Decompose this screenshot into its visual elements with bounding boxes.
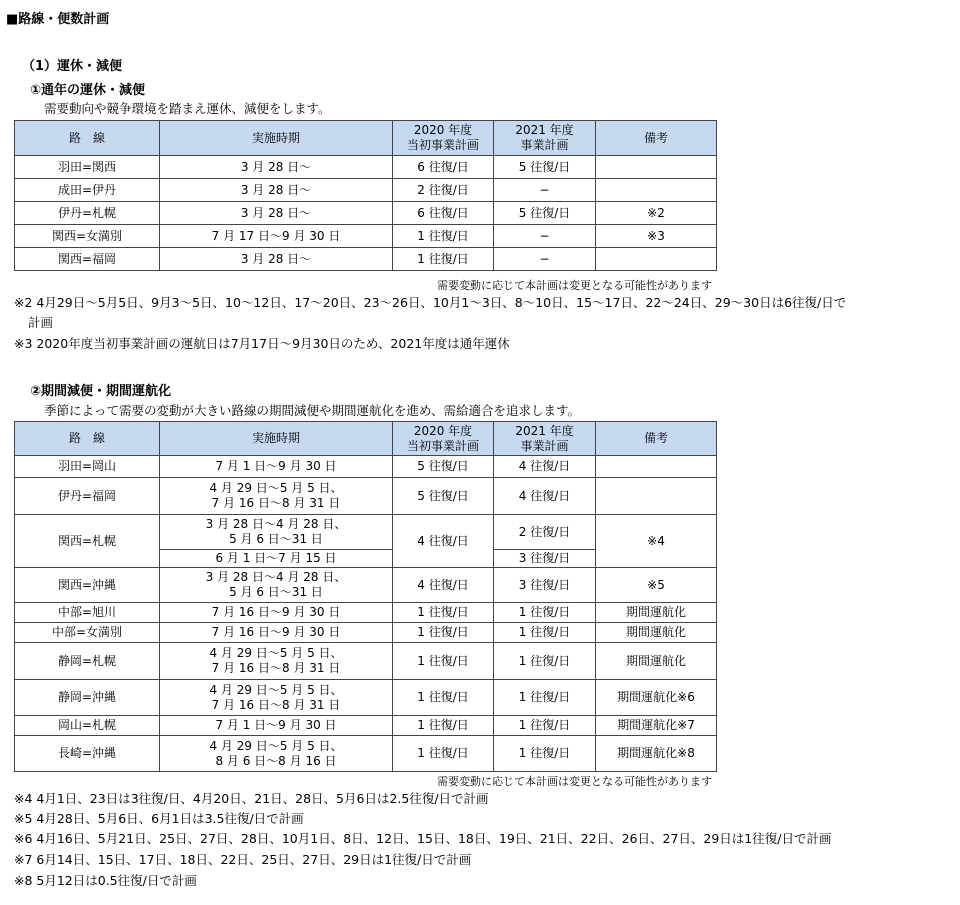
table-cell: 1 往復/日 (494, 716, 596, 736)
table-row (15, 179, 717, 202)
table-cell: 3 往復/日 (494, 550, 596, 568)
table-row (15, 643, 717, 680)
table-cell: 中部=旭川 (15, 603, 160, 623)
header-remarks: 備考 (596, 422, 717, 456)
table-row (15, 623, 717, 643)
table-cell: 関西=女満別 (15, 225, 160, 248)
table-cell (596, 478, 717, 515)
table-cell: 1 往復/日 (393, 248, 494, 271)
table-cell: 期間運航化 (596, 623, 717, 643)
table-cell: 4 月 29 日〜5 月 5 日、 7 月 16 日〜8 月 31 日 (160, 680, 393, 716)
table-cell: ※3 (596, 225, 717, 248)
table-cell: 成田=伊丹 (15, 179, 160, 202)
table-cell: 伊丹=福岡 (15, 478, 160, 515)
table-cell: 3 月 28 日〜4 月 28 日、 5 月 6 日〜31 日 (160, 568, 393, 603)
header-route: 路 線 (15, 422, 160, 456)
table-row (15, 248, 717, 271)
table-row (15, 456, 717, 478)
table-cell (596, 456, 717, 478)
table-cell: 期間運航化 (596, 643, 717, 680)
table-cell: 3 往復/日 (494, 568, 596, 603)
table-cell: 2 往復/日 (393, 179, 494, 202)
table-cell (596, 179, 717, 202)
table-cell: ※2 (596, 202, 717, 225)
table-cell: 4 往復/日 (393, 515, 494, 568)
table-cell (596, 156, 717, 179)
subsection-heading-seasonal: ②期間減便・期間運航化 (30, 384, 172, 399)
section-heading-suspension: （1）運休・減便 (22, 59, 123, 74)
table-cell: 6 往復/日 (393, 202, 494, 225)
table-cell: 1 往復/日 (393, 623, 494, 643)
table-cell: 7 月 1 日〜9 月 30 日 (160, 456, 393, 478)
note-7: ※7 6月14日、15日、17日、18日、22日、25日、27日、29日は1往復/日で計画 (14, 852, 472, 867)
table-cell: 4 往復/日 (494, 456, 596, 478)
header-remarks: 備考 (596, 121, 717, 156)
table-cell: 2 往復/日 (494, 515, 596, 550)
note-8: ※8 5月12日は0.5往復/日で計画 (14, 873, 197, 888)
subsection-intro-seasonal: 季節によって需要の変動が大きい路線の期間減便や期間運航化を進め、需給適合を追求します。 (44, 403, 581, 418)
table-cell: 5 往復/日 (393, 456, 494, 478)
table-cell: 1 往復/日 (393, 736, 494, 772)
table-cell: 1 往復/日 (393, 603, 494, 623)
table-row (15, 202, 717, 225)
note-4: ※4 4月1日、23日は3往復/日、4月20日、21日、28日、5月6日は2.5往復/日で計画 (14, 791, 489, 806)
table-cell: 3 月 28 日〜 (160, 179, 393, 202)
header-plan2020: 2020 年度 当初事業計画 (393, 422, 494, 456)
table-cell: 5 往復/日 (494, 156, 596, 179)
table-cell: 1 往復/日 (494, 643, 596, 680)
table-cell: 5 往復/日 (393, 478, 494, 515)
table-cell: 6 月 1 日〜7 月 15 日 (160, 550, 393, 568)
table-cell: 1 往復/日 (494, 736, 596, 772)
disclaimer-yearround: 需要変動に応じて本計画は変更となる可能性があります (437, 279, 712, 292)
table-cell: ※4 (596, 515, 717, 568)
table-cell: 期間運航化 (596, 603, 717, 623)
table-cell: 静岡=沖縄 (15, 680, 160, 716)
header-plan2021: 2021 年度 事業計画 (494, 121, 596, 156)
table-row (15, 225, 717, 248)
table-cell: 3 月 28 日〜 (160, 202, 393, 225)
table-row (15, 156, 717, 179)
table-row (15, 568, 717, 603)
table-cell: 4 往復/日 (393, 568, 494, 603)
table-cell: 4 月 29 日〜5 月 5 日、 7 月 16 日〜8 月 31 日 (160, 643, 393, 680)
table-cell: 7 月 16 日〜9 月 30 日 (160, 623, 393, 643)
table-cell: 長崎=沖縄 (15, 736, 160, 772)
table-header-row (15, 422, 717, 456)
table-cell: − (494, 248, 596, 271)
table-cell: 期間運航化※7 (596, 716, 717, 736)
table-cell: 関西=福岡 (15, 248, 160, 271)
table-seasonal (14, 421, 717, 772)
table-cell: 7 月 17 日〜9 月 30 日 (160, 225, 393, 248)
table-cell: 1 往復/日 (393, 225, 494, 248)
table-cell: 1 往復/日 (494, 603, 596, 623)
page-title: ■路線・便数計画 (6, 12, 110, 27)
table-cell: 期間運航化※6 (596, 680, 717, 716)
table-row (15, 716, 717, 736)
table-cell: 4 往復/日 (494, 478, 596, 515)
table-cell: − (494, 225, 596, 248)
table-header-row (15, 121, 717, 156)
subsection-heading-yearround: ①通年の運休・減便 (30, 83, 146, 98)
table-row (15, 478, 717, 515)
note-2: ※2 4月29日〜5月5日、9月3〜5日、10〜12日、17〜20日、23〜26日、10月1〜3日、8〜10日、15〜17日、22〜24日、29〜30日は6往復/日で (14, 295, 847, 310)
note-3: ※3 2020年度当初事業計画の運航日は7月17日〜9月30日のため、2021年度は通年運休 (14, 336, 510, 351)
table-cell: 5 往復/日 (494, 202, 596, 225)
header-period: 実施時期 (160, 121, 393, 156)
header-route: 路 線 (15, 121, 160, 156)
table-cell (596, 248, 717, 271)
table-cell: 7 月 16 日〜9 月 30 日 (160, 603, 393, 623)
table-cell: 1 往復/日 (393, 680, 494, 716)
table-row (15, 736, 717, 772)
table-cell: 羽田=関西 (15, 156, 160, 179)
table-yearround (14, 120, 717, 271)
table-cell: 関西=札幌 (15, 515, 160, 568)
table-cell: 4 月 29 日〜5 月 5 日、 8 月 6 日〜8 月 16 日 (160, 736, 393, 772)
table-cell: 羽田=岡山 (15, 456, 160, 478)
table-cell: 1 往復/日 (494, 680, 596, 716)
table-row (15, 680, 717, 716)
note-6: ※6 4月16日、5月21日、25日、27日、28日、10月1日、8日、12日、15日、18日、19日、21日、22日、26日、27日、29日は1往復/日で計画 (14, 831, 832, 846)
table-row (15, 603, 717, 623)
table-cell: 中部=女満別 (15, 623, 160, 643)
table-cell: 6 往復/日 (393, 156, 494, 179)
table-cell: − (494, 179, 596, 202)
header-plan2020: 2020 年度 当初事業計画 (393, 121, 494, 156)
table-cell: 3 月 28 日〜4 月 28 日、 5 月 6 日〜31 日 (160, 515, 393, 550)
table-cell: ※5 (596, 568, 717, 603)
disclaimer-seasonal: 需要変動に応じて本計画は変更となる可能性があります (437, 775, 712, 788)
table-cell: 4 月 29 日〜5 月 5 日、 7 月 16 日〜8 月 31 日 (160, 478, 393, 515)
header-period: 実施時期 (160, 422, 393, 456)
table-cell: 静岡=札幌 (15, 643, 160, 680)
note-5: ※5 4月28日、5月6日、6月1日は3.5往復/日で計画 (14, 811, 304, 826)
note-2-cont: 計画 (28, 315, 54, 330)
table-row (15, 515, 717, 550)
table-cell: 3 月 28 日〜 (160, 248, 393, 271)
table-cell: 岡山=札幌 (15, 716, 160, 736)
table-cell: 1 往復/日 (393, 643, 494, 680)
table-cell: 3 月 28 日〜 (160, 156, 393, 179)
table-cell: 1 往復/日 (494, 623, 596, 643)
header-plan2021: 2021 年度 事業計画 (494, 422, 596, 456)
table-cell: 1 往復/日 (393, 716, 494, 736)
table-cell: 伊丹=札幌 (15, 202, 160, 225)
table-cell: 7 月 1 日〜9 月 30 日 (160, 716, 393, 736)
table-cell: 関西=沖縄 (15, 568, 160, 603)
subsection-intro-yearround: 需要動向や競争環境を踏まえ運休、減便をします。 (44, 101, 331, 116)
table-cell: 期間運航化※8 (596, 736, 717, 772)
